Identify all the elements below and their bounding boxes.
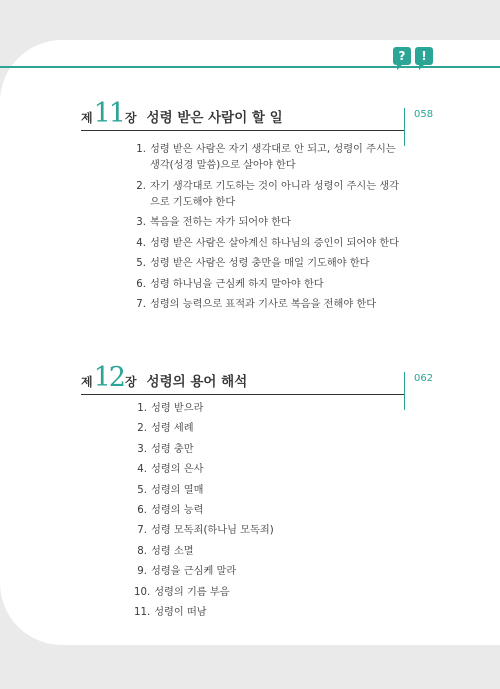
chapter-title: 성령의 용어 해석 [146, 374, 248, 390]
item-number: 10. [134, 586, 151, 598]
question-icon: ? [393, 47, 411, 65]
item-text: 성령의 능력 [151, 504, 204, 516]
item-list [134, 401, 404, 625]
item-number: 9. [137, 566, 147, 578]
list-item[interactable] [134, 544, 404, 560]
list-item[interactable] [134, 564, 404, 580]
item-text: 성령 소멸 [151, 545, 194, 557]
item-text: 성령의 능력으로 표적과 기사로 복음을 전해야 한다 [150, 299, 377, 310]
item-text: 성령 받은 사람은 성령 충만을 매일 기도해야 한다 [150, 258, 370, 269]
item-number: 11. [134, 606, 151, 618]
item-text: 성령이 떠남 [154, 606, 207, 618]
item-text: 성령 받으라 [151, 403, 204, 414]
chapter-number: 11 [93, 98, 124, 129]
item-number: 6. [136, 278, 146, 290]
item-number: 1. [137, 403, 147, 414]
item-text: 성령 충만 [151, 443, 194, 455]
chapter-heading [81, 364, 403, 394]
header-rule [0, 66, 500, 68]
item-number: 7. [137, 525, 147, 537]
item-number: 2. [137, 423, 147, 435]
item-text: 성령을 근심케 말라 [151, 566, 237, 578]
list-item[interactable] [134, 236, 404, 252]
list-item[interactable] [134, 297, 404, 313]
chapter-heading [81, 100, 403, 130]
page-divider [404, 108, 405, 146]
item-text: 성령 모독죄(하나님 모독죄) [151, 525, 274, 537]
item-number: 5. [137, 484, 147, 496]
page-divider [404, 372, 405, 410]
page-number[interactable]: 058 [414, 109, 434, 120]
list-item[interactable] [134, 277, 404, 293]
chapter-suffix: 장 [124, 375, 137, 389]
item-number: 6. [137, 504, 147, 516]
chapter-prefix: 제 [81, 375, 93, 389]
item-number: 7. [136, 299, 146, 310]
item-text: 성령의 열매 [151, 484, 204, 496]
chapter-suffix: 장 [124, 111, 137, 125]
item-text: 성령의 은사 [151, 464, 204, 476]
item-text: 자기 생각대로 기도하는 것이 아니라 성령이 주시는 생각으로 기도해야 한다 [150, 180, 400, 208]
item-number: 8. [137, 545, 147, 557]
list-item[interactable] [134, 215, 404, 231]
chapter-title: 성령 받은 사람이 할 일 [146, 110, 283, 126]
item-text: 성령 세례 [151, 423, 194, 435]
item-text: 성령 받은 사람은 자기 생각대로 안 되고, 성령이 주시는 생각(성경 말씀)으로 살아야 한다 [150, 144, 396, 171]
item-number: 5. [136, 258, 146, 269]
chapter-rule [81, 394, 404, 395]
chapter-number: 12 [93, 362, 124, 393]
item-number: 4. [137, 464, 147, 476]
list-item[interactable] [134, 605, 404, 621]
item-number: 1. [136, 144, 146, 155]
list-item[interactable] [134, 401, 404, 417]
item-list [134, 142, 404, 318]
item-text: 성령 받은 사람은 살아계신 하나님의 증인이 되어야 한다 [150, 237, 400, 249]
list-item[interactable] [134, 442, 404, 458]
exclamation-icon: ! [415, 47, 433, 65]
list-item[interactable] [134, 585, 404, 601]
list-item[interactable] [134, 421, 404, 437]
page-number[interactable]: 062 [414, 373, 434, 384]
item-text: 성령의 기름 부음 [154, 586, 230, 598]
list-item[interactable] [134, 179, 404, 211]
item-text: 복음을 전하는 자가 되어야 한다 [150, 217, 291, 228]
list-item[interactable] [134, 256, 404, 272]
item-text: 성령 하나님을 근심케 하지 말아야 한다 [150, 278, 324, 290]
item-number: 3. [136, 217, 146, 228]
item-number: 2. [136, 180, 146, 192]
item-number: 3. [137, 443, 147, 455]
list-item[interactable] [134, 503, 404, 519]
list-item[interactable] [134, 142, 404, 174]
list-item[interactable] [134, 523, 404, 539]
chapter-prefix: 제 [81, 111, 93, 125]
list-item[interactable] [134, 462, 404, 478]
list-item[interactable] [134, 483, 404, 499]
chapter-rule [81, 130, 404, 131]
item-number: 4. [136, 237, 146, 249]
